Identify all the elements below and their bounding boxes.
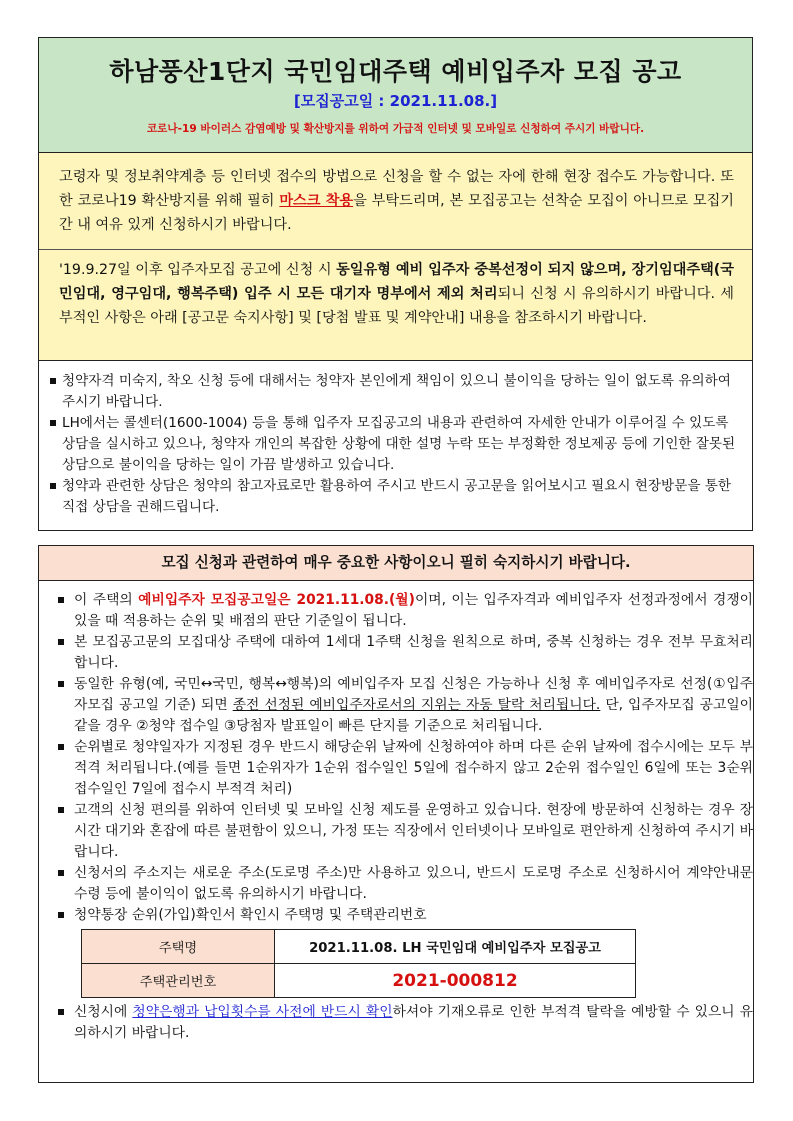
header-section [39, 38, 752, 153]
list-item: 신청서의 주소지는 새로운 주소(도로명 주소)만 사용하고 있으니, 반드시 도로명 주소로 신청하시어 계약안내문 수령 등에 불이익이 없도록 유의하시기 바랍니다. [57, 863, 753, 905]
housing-management-number: 2021-000812 [275, 964, 636, 998]
announcement-date: [모집공고일 : 2021.11.08.] [293, 92, 498, 110]
list-item: 본 모집공고문의 모집대상 주택에 대하여 1세대 1주택 신청을 원칙으로 하며, 중복 신청하는 경우 전부 무효처리 합니다. [57, 632, 753, 674]
list-item: 이 주택의 예비입주자 모집공고일은 2021.11.08.(월)이며, 이는 입주자격과 예비입주자 선정과정에서 경쟁이 있을 때 적용하는 순위 및 배점의 판단 기준일이 됩니다. [57, 590, 753, 632]
table-cell-key: 주택관리번호 [82, 964, 275, 998]
covid-notice: 코로나-19 바이러스 감염예방 및 확산방지를 위하여 가급적 인터넷 및 모바일로 신청하여 주시기 바랍니다. [146, 123, 645, 135]
important-box [38, 545, 754, 1083]
important-list-tail [39, 1002, 753, 1044]
housing-info-table [81, 929, 636, 998]
yellow-notice-section [39, 153, 752, 361]
notice-box-top [38, 37, 753, 531]
announcement-date-highlight: 예비입주자 모집공고일은 2021.11.08.(월) [138, 592, 415, 608]
list-item: 순위별로 청약일자가 지정된 경우 반드시 해당순위 날짜에 신청하여야 하며 다른 순위 날짜에 접수시에는 모두 부적격 처리됩니다.(예를 들면 1순위자가 1순위 접수일인 5일에 접수하지 않고 2순위 접수일인 6일에 또는 3순위 접수일인 7일에 접수시 부적격 처리) [57, 737, 753, 800]
notice-paragraph-1: 고령자 및 정보취약계층 등 인터넷 접수의 방법으로 신청을 할 수 없는 자에 한해 현장 접수도 가능합니다. 또한 코로나19 확산방지를 위해 필히 마스크 착용을 부탁드리며, 본 모집공고는 선착순 모집이 아니므로 모집기간 내 여유 있게 신청하시기 바랍니다. [59, 169, 734, 233]
bank-check-highlight: 청약은행과 납입횟수를 사전에 반드시 확인 [132, 1004, 393, 1020]
table-cell-key: 주택명 [82, 930, 275, 964]
duplicate-selection-warning: 동일유형 예비 입주자 중복선정이 되지 않으며, 장기임대주택(국민임대, 영구임대, 행복주택) 입주 시 모든 대기자 명부에서 제외 처리 [59, 262, 734, 302]
table-cell-value: 2021.11.08. LH 국민임대 예비입주자 모집공고 [275, 930, 636, 964]
list-item: 청약과 관련한 상담은 청약의 참고자료로만 활용하여 주시고 반드시 공고문을 읽어보시고 필요시 현장방문을 통한 직접 상담을 권해드립니다. [49, 476, 742, 518]
table-row [82, 964, 636, 998]
auto-cancel-underline: 종전 선정된 예비입주자로서의 지위는 자동 탈락 처리됩니다. [232, 697, 601, 713]
important-list [39, 581, 753, 926]
list-item: LH에서는 콜센터(1600-1004) 등을 통해 입주자 모집공고의 내용과 관련하여 자세한 안내가 이루어질 수 있도록 상담을 실시하고 있으나, 청약자 개인의 복잡한 상황에 대한 설명 누락 또는 부정확한 정보제공 등에 기인한 잘못된 상담으로 불이익을 당하는 일이 가끔 발생하고 있습니다. [49, 413, 742, 476]
list-item: 동일한 유형(예, 국민↔국민, 행복↔행복)의 예비입주자 모집 신청은 가능하나 신청 후 예비입주자로 선정(①입주자모집 공고일 기준) 되면 종전 선정된 예비입주자로서의 지위는 자동 탈락 처리됩니다. 단, 입주자모집 공고일이 같을 경우 ②청약 접수일 ③당첨자 발표일이 빠른 단지를 기준으로 처리됩니다. [57, 674, 753, 737]
list-item: 청약통장 순위(가입)확인서 확인시 주택명 및 주택관리번호 [57, 905, 753, 926]
list-item: 신청시에 청약은행과 납입횟수를 사전에 반드시 확인하셔야 기재오류로 인한 부적격 탈락을 예방할 수 있으니 유의하시기 바랍니다. [57, 1002, 753, 1044]
table-row [82, 930, 636, 964]
notice-paragraph-2: '19.9.27일 이후 입주자모집 공고에 신청 시 동일유형 예비 입주자 중복선정이 되지 않으며, 장기임대주택(국민임대, 영구임대, 행복주택) 입주 시 모든 대기자 명부에서 제외 처리되니 신청 시 유의하시기 바랍니다. 세부적인 사항은 아래 [공고문 숙지사항] 및 [당첨 발표 및 계약안내] 내용을 참조하시기 바랍니다. [39, 249, 752, 330]
page-title: 하남풍산1단지 국민임대주택 예비입주자 모집 공고 [109, 57, 682, 86]
list-item: 고객의 신청 편의를 위하여 인터넷 및 모바일 신청 제도를 운영하고 있습니다. 현장에 방문하여 신청하는 경우 장시간 대기와 혼잡에 따른 불편함이 있으니, 가정 또는 직장에서 인터넷이나 모바일로 편안하게 신청하여 주시기 바랍니다. [57, 800, 753, 863]
warning-list [39, 361, 752, 518]
mask-highlight: 마스크 착용 [279, 193, 354, 209]
important-banner: 모집 신청과 관련하여 매우 중요한 사항이오니 필히 숙지하시기 바랍니다. [39, 546, 753, 581]
list-item: 청약자격 미숙지, 착오 신청 등에 대해서는 청약자 본인에게 책임이 있으니 불이익을 당하는 일이 없도록 유의하여 주시기 바랍니다. [49, 371, 742, 413]
